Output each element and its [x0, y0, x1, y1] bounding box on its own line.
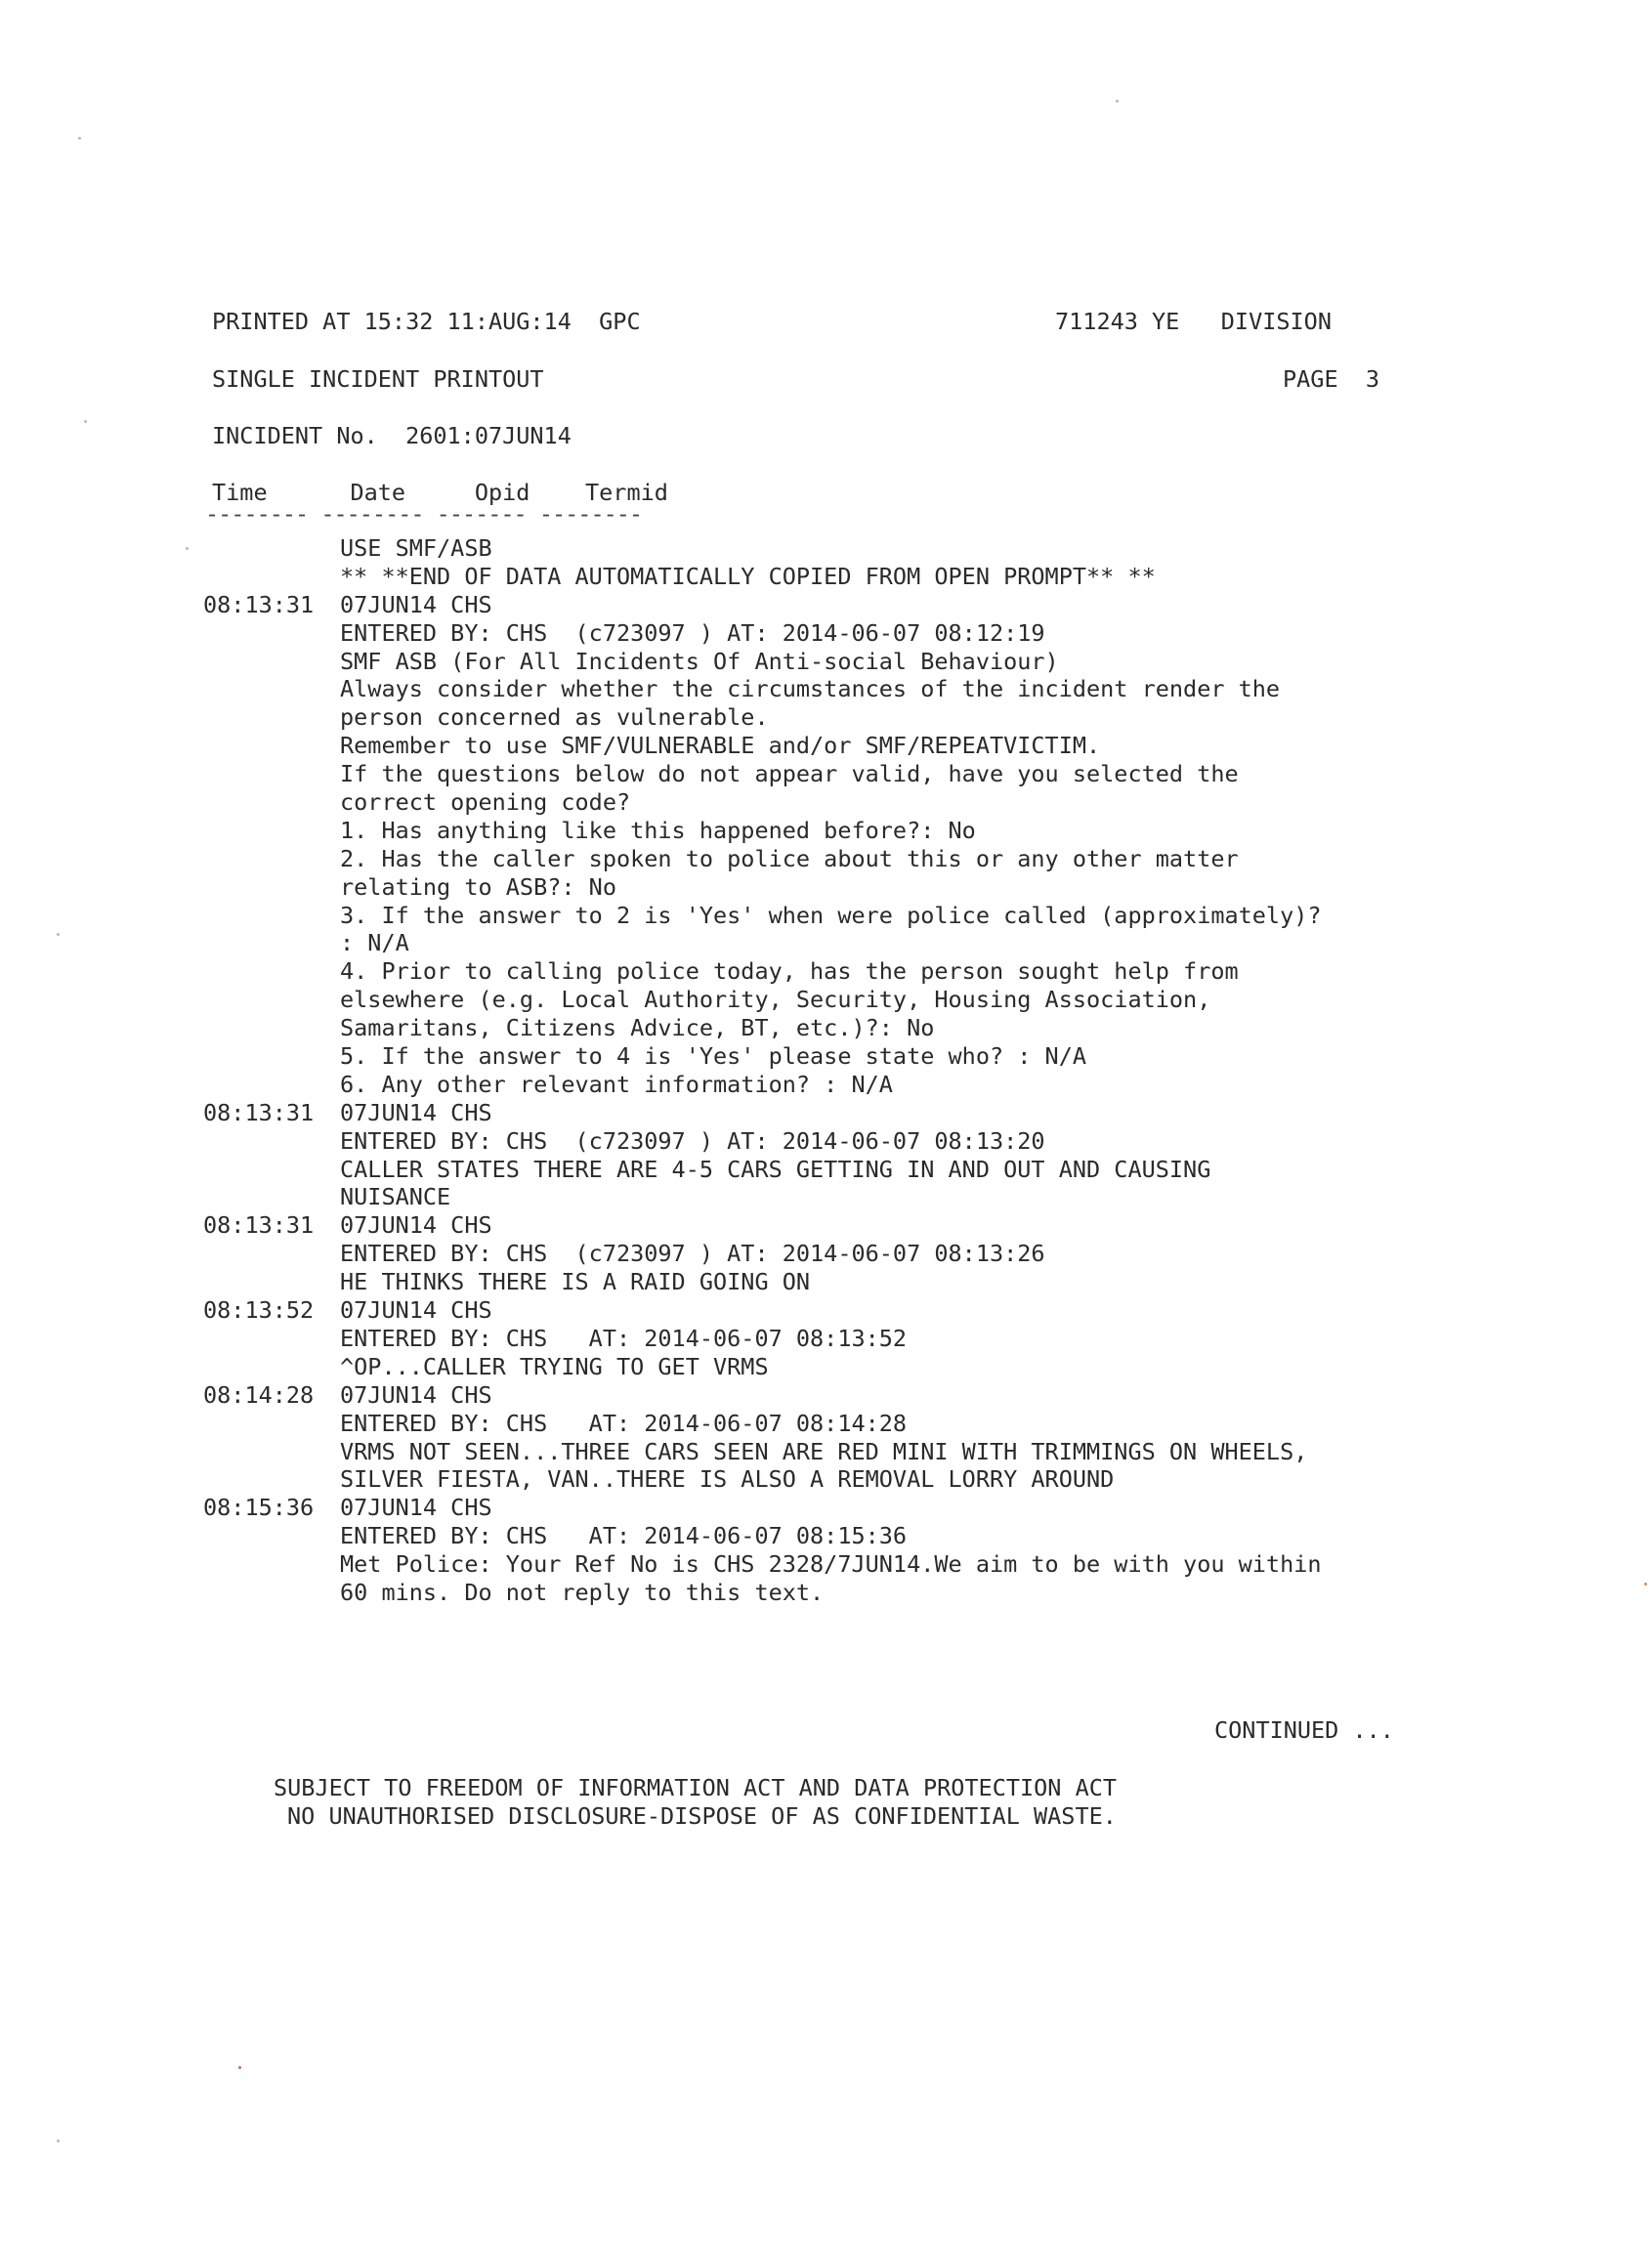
log-line	[203, 591, 1473, 619]
log-line	[203, 1494, 1473, 1522]
log-line	[203, 1240, 1473, 1268]
log-time: 08:15:36	[203, 1494, 315, 1522]
log-text: SMF ASB (For All Incidents Of Anti-social Behaviour)	[340, 647, 1059, 675]
log-text: 07JUN14 CHS	[340, 1380, 492, 1409]
scan-speck	[238, 2066, 241, 2069]
scan-speck	[78, 137, 81, 140]
log-time	[203, 873, 340, 902]
log-time	[203, 1014, 340, 1042]
log-time	[203, 1240, 340, 1268]
log-line	[203, 1465, 1473, 1494]
log-line	[203, 1099, 1473, 1127]
log-time: 08:13:31	[203, 1211, 315, 1240]
log-time	[203, 648, 340, 676]
log-line	[203, 1522, 1473, 1550]
log-line	[203, 648, 1473, 676]
log-line	[203, 1211, 1473, 1240]
log-line	[203, 1550, 1473, 1579]
log-text: 07JUN14 CHS	[340, 1211, 492, 1240]
log-text: ^OP...CALLER TRYING TO GET VRMS	[340, 1352, 769, 1380]
scan-speck	[57, 2139, 60, 2142]
log-time	[203, 929, 340, 957]
log-time	[203, 902, 340, 930]
log-text: Met Police: Your Ref No is CHS 2328/7JUN14.We aim to be with you within	[340, 1550, 1322, 1579]
division-code: 711243 YE DIVISION	[1055, 308, 1332, 335]
log-text: ENTERED BY: CHS AT: 2014-06-07 08:15:36	[340, 1522, 908, 1550]
log-time: 08:13:52	[203, 1296, 315, 1325]
log-text: 5. If the answer to 4 is 'Yes' please state who? : N/A	[340, 1042, 1087, 1071]
log-line	[203, 1042, 1473, 1071]
log-time	[203, 986, 340, 1014]
log-text: USE SMF/ASB	[340, 534, 492, 562]
log-line	[203, 1296, 1473, 1325]
log-text: ENTERED BY: CHS (c723097 ) AT: 2014-06-07 08:13:26	[340, 1240, 1045, 1268]
log-time	[203, 845, 340, 873]
log-time	[203, 1550, 340, 1579]
scan-speck	[186, 547, 189, 550]
log-line	[203, 1183, 1473, 1211]
log-time	[203, 1522, 340, 1550]
log-line	[203, 1410, 1473, 1438]
log-text: 07JUN14 CHS	[340, 1494, 492, 1522]
log-text: NUISANCE	[340, 1183, 451, 1211]
log-time	[203, 1042, 340, 1071]
log-text: ENTERED BY: CHS AT: 2014-06-07 08:13:52	[340, 1324, 908, 1352]
log-line	[203, 845, 1473, 873]
log-line	[203, 703, 1473, 732]
log-time	[203, 1410, 340, 1438]
confidentiality-notice-line-1: SUBJECT TO FREEDOM OF INFORMATION ACT AND DATA PROTECTION ACT	[274, 1774, 1118, 1801]
log-line	[203, 902, 1473, 930]
log-time	[203, 788, 340, 817]
log-time	[203, 1325, 340, 1353]
confidentiality-notice-line-2: NO UNAUTHORISED DISCLOSURE-DISPOSE OF AS CONFIDENTIAL WASTE.	[287, 1802, 1117, 1830]
log-line	[203, 1438, 1473, 1466]
log-time	[203, 1268, 340, 1296]
log-text: ENTERED BY: CHS (c723097 ) AT: 2014-06-07 08:13:20	[340, 1126, 1045, 1155]
log-line	[203, 986, 1473, 1014]
log-line	[203, 563, 1473, 591]
scan-speck	[84, 420, 87, 423]
log-text: If the questions below do not appear valid, have you selected the	[340, 760, 1239, 788]
log-text: HE THINKS THERE IS A RAID GOING ON	[340, 1268, 811, 1296]
incident-log	[203, 534, 1473, 1607]
log-line	[203, 929, 1473, 957]
page-number: PAGE 3	[1283, 365, 1380, 393]
log-text: ** **END OF DATA AUTOMATICALLY COPIED FROM OPEN PROMPT** **	[340, 562, 1156, 590]
column-headers: Time Date Opid Termid	[212, 479, 668, 506]
log-text: relating to ASB?: No	[340, 872, 616, 901]
log-line	[203, 1353, 1473, 1381]
log-line	[203, 873, 1473, 902]
scan-speck	[1644, 1583, 1647, 1586]
incident-number: INCIDENT No. 2601:07JUN14	[212, 422, 572, 449]
log-text: 07JUN14 CHS	[340, 1098, 492, 1126]
log-line	[203, 534, 1473, 563]
log-text: correct opening code?	[340, 788, 631, 817]
log-time: 08:13:31	[203, 590, 315, 618]
log-time	[203, 1438, 340, 1466]
continued-label: CONTINUED ...	[1214, 1716, 1394, 1744]
scan-speck	[57, 933, 60, 936]
log-time: 08:13:31	[203, 1098, 315, 1126]
log-text: CALLER STATES THERE ARE 4-5 CARS GETTING IN AND OUT AND CAUSING	[340, 1155, 1211, 1183]
log-time	[203, 732, 340, 760]
scan-speck	[1116, 100, 1119, 103]
log-line	[203, 1579, 1473, 1607]
log-time	[203, 1183, 340, 1211]
log-time	[203, 1353, 340, 1381]
log-line	[203, 1381, 1473, 1410]
log-time	[203, 675, 340, 703]
log-time	[203, 703, 340, 732]
log-text: Remember to use SMF/VULNERABLE and/or SMF/REPEATVICTIM.	[340, 732, 1101, 760]
log-line	[203, 1071, 1473, 1099]
log-line	[203, 1156, 1473, 1184]
log-time	[203, 1071, 340, 1099]
printed-at-line: PRINTED AT 15:32 11:AUG:14 GPC	[212, 308, 641, 335]
log-text: 3. If the answer to 2 is 'Yes' when were police called (approximately)?	[340, 901, 1322, 929]
log-time	[203, 1579, 340, 1607]
log-line	[203, 788, 1473, 817]
log-line	[203, 760, 1473, 788]
log-text: Always consider whether the circumstances of the incident render the	[340, 675, 1281, 703]
log-text: 60 mins. Do not reply to this text.	[340, 1578, 825, 1606]
log-time	[203, 619, 340, 648]
log-text: : N/A	[340, 929, 409, 957]
log-text: person concerned as vulnerable.	[340, 703, 769, 732]
log-text: 4. Prior to calling police today, has the person sought help from	[340, 957, 1239, 986]
log-time	[203, 1156, 340, 1184]
log-time	[203, 760, 340, 788]
log-line	[203, 1014, 1473, 1042]
log-time: 08:14:28	[203, 1380, 315, 1409]
log-text: SILVER FIESTA, VAN..THERE IS ALSO A REMOVAL LORRY AROUND	[340, 1465, 1115, 1494]
log-text: Samaritans, Citizens Advice, BT, etc.)?: No	[340, 1014, 935, 1042]
log-time	[203, 817, 340, 845]
log-time	[203, 957, 340, 986]
log-text: elsewhere (e.g. Local Authority, Security, Housing Association,	[340, 986, 1211, 1014]
log-text: 07JUN14 CHS	[340, 590, 492, 618]
log-text: 1. Has anything like this happened before?: No	[340, 816, 976, 844]
document-title: SINGLE INCIDENT PRINTOUT	[212, 365, 544, 393]
column-separator: -------- -------- ------- --------	[205, 500, 643, 528]
log-time	[203, 1127, 340, 1156]
log-line	[203, 732, 1473, 760]
log-text: 2. Has the caller spoken to police about this or any other matter	[340, 844, 1239, 872]
log-text: 07JUN14 CHS	[340, 1296, 492, 1325]
log-line	[203, 619, 1473, 648]
log-line	[203, 817, 1473, 845]
log-time	[203, 1465, 340, 1494]
log-line	[203, 957, 1473, 986]
log-time	[203, 534, 340, 563]
log-time	[203, 563, 340, 591]
log-text: VRMS NOT SEEN...THREE CARS SEEN ARE RED MINI WITH TRIMMINGS ON WHEELS,	[340, 1437, 1308, 1465]
log-text: ENTERED BY: CHS (c723097 ) AT: 2014-06-07 08:12:19	[340, 618, 1045, 647]
log-line	[203, 1127, 1473, 1156]
log-text: 6. Any other relevant information? : N/A	[340, 1070, 893, 1098]
log-line	[203, 675, 1473, 703]
log-line	[203, 1268, 1473, 1296]
log-line	[203, 1325, 1473, 1353]
log-text: ENTERED BY: CHS AT: 2014-06-07 08:14:28	[340, 1409, 908, 1437]
